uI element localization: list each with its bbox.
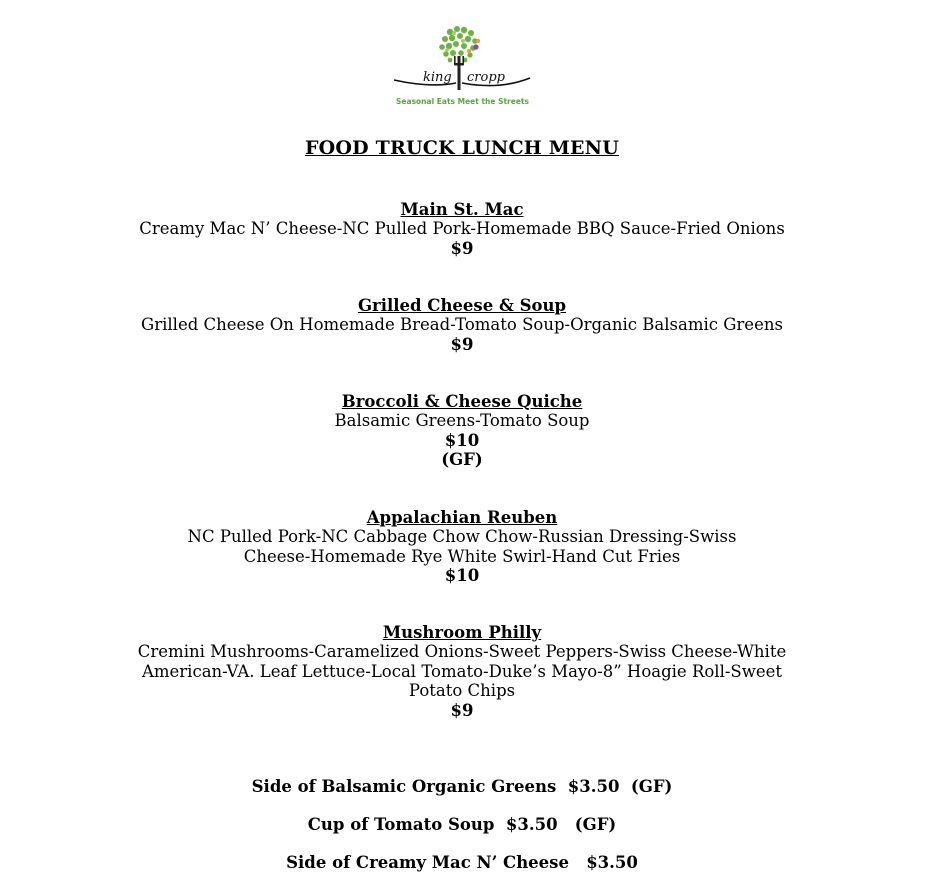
item-description: Cheese-Homemade Rye White Swirl-Hand Cut Fries — [243, 546, 681, 566]
menu-item — [0, 508, 924, 586]
item-description: American-VA. Leaf Lettuce-Local Tomato-Duke’s Mayo-8” Hoagie Roll-Sweet — [141, 661, 783, 681]
item-name: Grilled Cheese & Soup — [357, 296, 567, 315]
brand-logo — [390, 20, 535, 110]
item-name: Appalachian Reuben — [366, 508, 558, 527]
item-description: Potato Chips — [408, 681, 516, 701]
menu-item — [0, 296, 924, 354]
item-price: $9 — [450, 700, 474, 720]
item-price: $10 — [444, 430, 480, 450]
side-item: Cup of Tomato Soup $3.50 (GF) — [307, 815, 617, 834]
menu-item — [0, 623, 924, 720]
item-name: Broccoli & Cheese Quiche — [341, 392, 583, 411]
item-description: NC Pulled Pork-NC Cabbage Chow Chow-Russian Dressing-Swiss — [187, 527, 737, 547]
item-price: $9 — [450, 334, 474, 354]
item-description: Grilled Cheese On Homemade Bread-Tomato Soup-Organic Balsamic Greens — [141, 315, 783, 335]
item-description: Balsamic Greens-Tomato Soup — [334, 411, 590, 431]
side-item: Side of Balsamic Organic Greens $3.50 (GF) — [251, 777, 673, 796]
side-item: Side of Creamy Mac N’ Cheese $3.50 — [286, 853, 638, 872]
item-name: Main St. Mac — [400, 200, 524, 219]
logo-tagline: Seasonal Eats Meet the Streets — [396, 97, 529, 106]
item-name: Mushroom Philly — [382, 623, 542, 642]
item-description: Creamy Mac N’ Cheese-NC Pulled Pork-Homemade BBQ Sauce-Fried Onions — [139, 219, 785, 239]
menu-item — [0, 392, 924, 470]
logo-brand-right: cropp — [467, 70, 505, 85]
logo-brand-left: king — [423, 70, 452, 85]
tree-fork-logo-icon — [390, 20, 535, 100]
item-description: Cremini Mushrooms-Caramelized Onions-Sweet Peppers-Swiss Cheese-White — [137, 642, 787, 662]
menu-title: FOOD TRUCK LUNCH MENU — [304, 137, 620, 159]
item-price: $10 — [444, 566, 480, 586]
item-price: $9 — [450, 238, 474, 258]
item-dietary-note: (GF) — [441, 450, 483, 470]
menu-item — [0, 200, 924, 258]
